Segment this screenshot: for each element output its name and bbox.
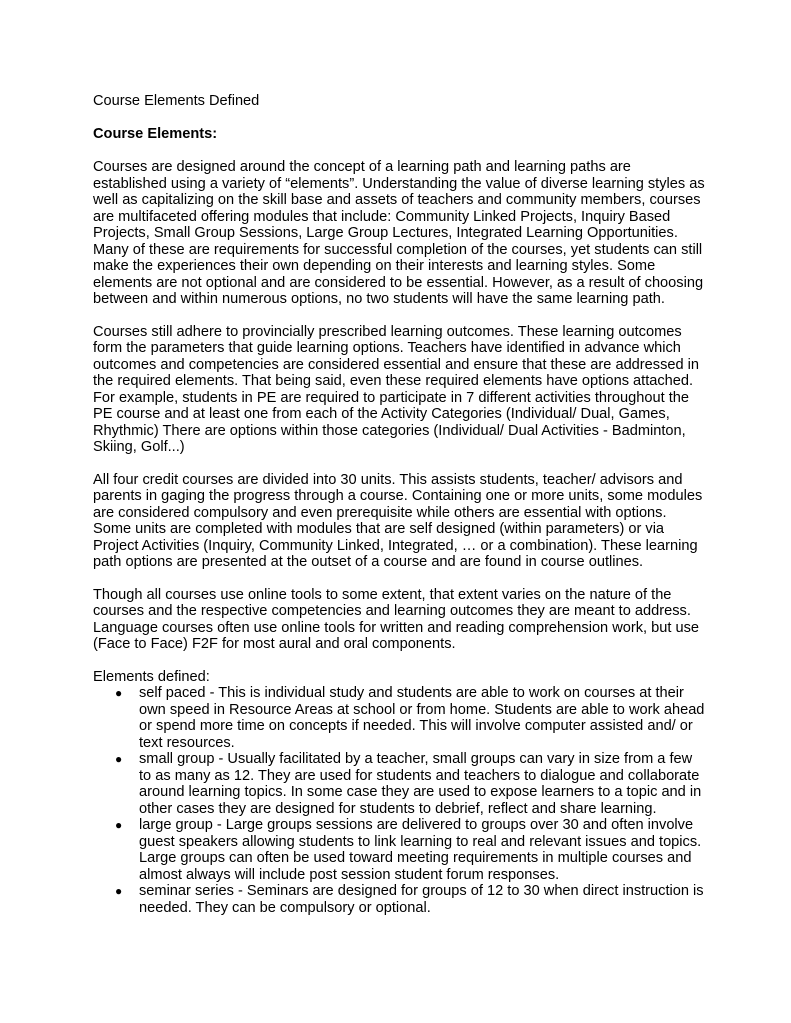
elements-defined-label: Elements defined: (93, 668, 210, 685)
bullet-icon: ● (115, 818, 123, 832)
list-item (115, 817, 705, 883)
paragraph-learning-paths: Courses are designed around the concept of a learning path and learning paths are established using a variety of “elements”. Understanding the value of diverse learning styles as well as capitalizing on the skill base and assets of teachers and community members, courses are multifaceted offering modules that include: Community Linked Projects, Inquiry Based Projects, Small Group Sessions, Large Group Lectures, Integrated Learning Opportunities. Many of these are requirements for successful completion of the courses, yet students can still make the experiences their own depending on their interests and learning styles. Some elements are not optional and are considered to be essential. However, as a result of choosing between and within numerous options, no two students will have the same learning path. (93, 159, 705, 307)
element-large-group: large group - Large groups sessions are delivered to groups over 30 and often involve guest speakers allowing students to link learning to real and relevant issues and topics. Large groups can often be used toward meeting requirements in multiple courses and almost always will include post session student forum responses. (139, 817, 702, 883)
paragraph-credit-units: All four credit courses are divided into 30 units. This assists students, teacher/ advisors and parents in gaging the progress through a course. Containing one or more units, some modules are considered compulsory and even prerequisite while others are essential with options. Some units are completed with modules that are self designed (within parameters) or via Project Activities (Inquiry, Community Linked, Integrated, … or a combination). These learning path options are presented at the outset of a course and are found in course outlines. (93, 471, 703, 570)
document-page (93, 93, 705, 916)
list-item (115, 685, 705, 751)
section-heading: Course Elements: (93, 125, 218, 142)
element-small-group: small group - Usually facilitated by a teacher, small groups can vary in size from a few to as many as 12. They are used for students and teachers to dialogue and collaborate around learning topics. In some case they are used to expose learners to a topic and in other cases they are designed for students to debrief, reflect and share learning. (139, 751, 702, 817)
bullet-icon: ● (115, 752, 123, 766)
list-item (115, 751, 705, 817)
element-seminar-series: seminar series - Seminars are designed for groups of 12 to 30 when direct instruction is needed. They can be compulsory or optional. (139, 883, 704, 916)
paragraph-online-tools: Though all courses use online tools to some extent, that extent varies on the nature of the courses and the respective competencies and learning outcomes they are meant to address. Language courses often use online tools for written and reading comprehension work, but use (Face to Face) F2F for most aural and oral components. (93, 586, 700, 652)
list-item (115, 883, 705, 916)
elements-list (93, 685, 705, 916)
document-title: Course Elements Defined (93, 93, 260, 109)
paragraph-learning-outcomes: Courses still adhere to provincially prescribed learning outcomes. These learning outcomes form the parameters that guide learning options. Teachers have identified in advance which outcomes and competencies are considered essential and ensure that these are addressed in the required elements. That being said, even these required elements have options attached. For example, students in PE are required to participate in 7 different activities throughout the PE course and at least one from each of the Activity Categories (Individual/ Dual, Games, Rhythmic) There are options within those categories (Individual/ Dual Activities - Badminton, Skiing, Golf...) (93, 323, 700, 455)
bullet-icon: ● (115, 686, 123, 700)
bullet-icon: ● (115, 884, 123, 898)
element-self-paced: self paced - This is individual study and students are able to work on courses at their own speed in Resource Areas at school or from home. Students are able to work ahead or spend more time on concepts if needed. This will involve computer assisted and/ or text resources. (139, 685, 705, 751)
